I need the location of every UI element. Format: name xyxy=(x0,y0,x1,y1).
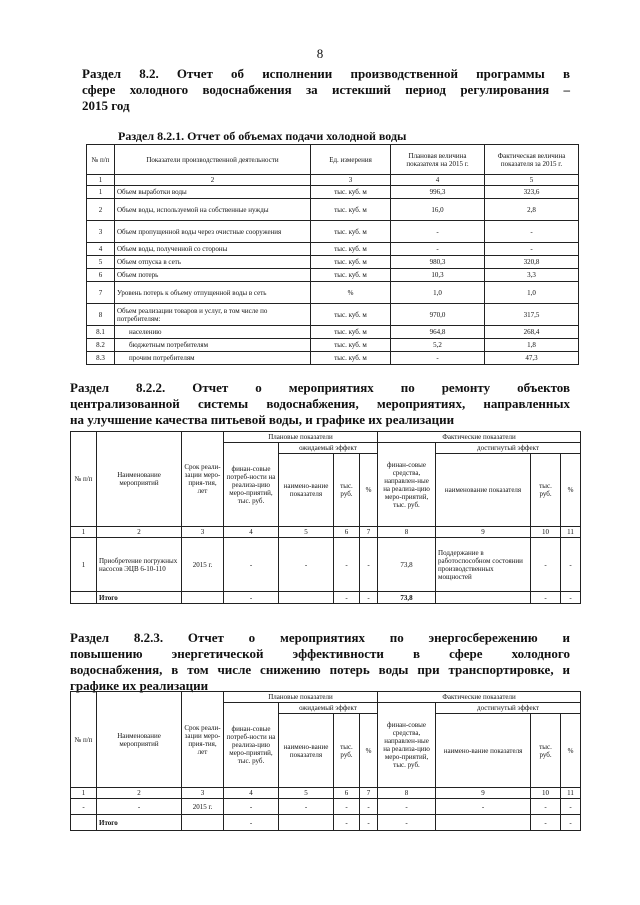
header-fin-plan: финан-совые потреб-ности на реализа-цию меро-приятий, тыс. руб. xyxy=(224,703,279,788)
empty-cell xyxy=(279,592,334,604)
header-expected-effect: ожидаемый эффект xyxy=(279,443,378,454)
total-fin-plan: - xyxy=(224,815,279,831)
col-number: 10 xyxy=(531,527,561,538)
header-measure-name: Наименование мероприятий xyxy=(97,432,182,527)
repair-measures-table xyxy=(70,431,581,604)
row-plan: 1,0 xyxy=(391,282,485,304)
row-num: 8.2 xyxy=(87,339,115,352)
col-number: 5 xyxy=(485,175,579,186)
row-num: 7 xyxy=(87,282,115,304)
row-plan: 964,8 xyxy=(391,326,485,339)
total-ths-plan: - xyxy=(334,815,360,831)
header-thousand-rub: тыс. руб. xyxy=(531,454,561,527)
table-row xyxy=(87,326,579,339)
table-row xyxy=(87,304,579,326)
row-name: Объем реализации товаров и услуг, в том числе по потребителям: xyxy=(115,304,311,326)
total-pct-plan: - xyxy=(360,592,378,604)
col-number: 3 xyxy=(311,175,391,186)
header-percent: % xyxy=(561,714,581,788)
empty-cell xyxy=(182,592,224,604)
col-number: 1 xyxy=(71,788,97,799)
row-num: 8.3 xyxy=(87,352,115,365)
header-plan-indicators: Плановые показатели xyxy=(224,692,378,703)
header-num: № п/п xyxy=(71,692,97,788)
total-row xyxy=(71,815,581,831)
header-thousand-rub: тыс. руб. xyxy=(531,714,561,788)
header-fin-fact: финан-совые средства, направлен-ные на реализа-цию меро-приятий, тыс. руб. xyxy=(378,703,436,788)
header-plan: Плановая величина показателя на 2015 г. xyxy=(391,145,485,175)
row-pct-plan: - xyxy=(360,538,378,592)
empty-cell xyxy=(436,815,531,831)
row-pct-fact: - xyxy=(561,538,581,592)
table-row xyxy=(87,256,579,269)
table-row xyxy=(87,221,579,243)
empty-cell xyxy=(279,815,334,831)
row-unit: тыс. куб. м xyxy=(311,304,391,326)
row-indicator-fact: - xyxy=(436,799,531,815)
row-name: Объем отпуска в сеть xyxy=(115,256,311,269)
header-indicator-name: наимено-вание показателя xyxy=(279,454,334,527)
col-number: 6 xyxy=(334,527,360,538)
row-indicator-plan: - xyxy=(279,799,334,815)
row-ths-plan: - xyxy=(334,799,360,815)
section-8-2-title-line-2: сфере холодного водоснабжения за истекший период регулирования – xyxy=(82,82,570,97)
row-fact: - xyxy=(485,243,579,256)
table-row xyxy=(87,199,579,221)
row-num: 8 xyxy=(87,304,115,326)
col-number: 7 xyxy=(360,788,378,799)
header-num: № п/п xyxy=(71,432,97,527)
header-plan-indicators: Плановые показатели xyxy=(224,432,378,443)
row-fact: 320,8 xyxy=(485,256,579,269)
row-plan: - xyxy=(391,352,485,365)
row-name: бюджетным потребителям xyxy=(115,339,311,352)
row-measure-name: - xyxy=(97,799,182,815)
table-row xyxy=(87,186,579,199)
row-fact: - xyxy=(485,221,579,243)
header-percent: % xyxy=(360,714,378,788)
col-number: 11 xyxy=(561,788,581,799)
row-name: Уровень потерь к объему отпущенной воды в сеть xyxy=(115,282,311,304)
total-fin-fact: - xyxy=(378,815,436,831)
col-number: 3 xyxy=(182,527,224,538)
empty-cell xyxy=(182,815,224,831)
col-number: 2 xyxy=(97,788,182,799)
total-pct-fact: - xyxy=(561,815,581,831)
header-expected-effect: ожидаемый эффект xyxy=(279,703,378,714)
row-fin-plan: - xyxy=(224,538,279,592)
col-number: 1 xyxy=(71,527,97,538)
water-supply-volume-table xyxy=(86,144,579,365)
row-pct-fact: - xyxy=(561,799,581,815)
header-percent: % xyxy=(360,454,378,527)
row-measure-name: Приобретение погружных насосов ЭЦВ 6-10-110 xyxy=(97,538,182,592)
section-8-2-title xyxy=(82,66,570,114)
row-num: 3 xyxy=(87,221,115,243)
header-fact-indicators: Фактические показатели xyxy=(378,692,581,703)
table-row xyxy=(71,799,581,815)
section-8-2-title-line-1: Раздел 8.2. Отчет об исполнении производственной программы в xyxy=(82,66,570,81)
table-row xyxy=(87,243,579,256)
row-plan: 16,0 xyxy=(391,199,485,221)
row-unit: тыс. куб. м xyxy=(311,186,391,199)
total-ths-fact: - xyxy=(531,815,561,831)
row-ths-plan: - xyxy=(334,538,360,592)
section-8-2-2-title-line-2: централизованной системы водоснабжения, мероприятиях, направленных xyxy=(70,396,570,411)
header-achieved-effect: достигнутый эффект xyxy=(436,443,581,454)
total-pct-plan: - xyxy=(360,815,378,831)
total-ths-plan: - xyxy=(334,592,360,604)
col-number: 8 xyxy=(378,527,436,538)
col-number: 5 xyxy=(279,788,334,799)
header-thousand-rub: тыс. руб. xyxy=(334,454,360,527)
section-8-2-1-title: Раздел 8.2.1. Отчет об объемах подачи холодной воды xyxy=(118,129,407,143)
row-num: 4 xyxy=(87,243,115,256)
row-name: прочим потребителям xyxy=(115,352,311,365)
col-number: 9 xyxy=(436,527,531,538)
row-unit: тыс. куб. м xyxy=(311,352,391,365)
row-num: 1 xyxy=(87,186,115,199)
header-achieved-effect: достигнутый эффект xyxy=(436,703,581,714)
section-8-2-3-title-line-3: водоснабжения, в том числе снижению потерь воды при транспортировке, и xyxy=(70,662,570,677)
row-fact: 1,8 xyxy=(485,339,579,352)
row-plan: 970,0 xyxy=(391,304,485,326)
total-label: Итого xyxy=(97,592,182,604)
table-row xyxy=(87,339,579,352)
section-8-2-3-title xyxy=(70,630,570,694)
col-number: 2 xyxy=(97,527,182,538)
row-fact: 3,3 xyxy=(485,269,579,282)
section-8-2-2-title-line-1: Раздел 8.2.2. Отчет о мероприятиях по ремонту объектов xyxy=(70,380,570,395)
section-8-2-title-line-3: 2015 год xyxy=(82,98,130,113)
row-fact: 268,4 xyxy=(485,326,579,339)
header-indicator-name: наименование показателя xyxy=(436,454,531,527)
row-unit: тыс. куб. м xyxy=(311,199,391,221)
empty-cell xyxy=(71,592,97,604)
row-num: 6 xyxy=(87,269,115,282)
energy-saving-measures-table xyxy=(70,691,581,831)
header-thousand-rub: тыс. руб. xyxy=(334,714,360,788)
header-measure-name: Наименование мероприятий xyxy=(97,692,182,788)
row-num: 8.1 xyxy=(87,326,115,339)
col-number: 10 xyxy=(531,788,561,799)
table-row xyxy=(87,269,579,282)
col-number: 7 xyxy=(360,527,378,538)
row-pct-plan: - xyxy=(360,799,378,815)
header-unit: Ед. измерения xyxy=(311,145,391,175)
total-ths-fact: - xyxy=(531,592,561,604)
row-fin-fact: - xyxy=(378,799,436,815)
row-fact: 317,5 xyxy=(485,304,579,326)
row-plan: - xyxy=(391,243,485,256)
section-8-2-2-title xyxy=(70,380,570,428)
table-row xyxy=(87,352,579,365)
row-fin-plan: - xyxy=(224,799,279,815)
row-unit: тыс. куб. м xyxy=(311,221,391,243)
row-name: Объем воды, полученной со стороны xyxy=(115,243,311,256)
header-fin-plan: финан-совые потреб-ности на реализа-цию меро-приятий, тыс. руб. xyxy=(224,443,279,527)
row-num: 2 xyxy=(87,199,115,221)
row-name: Объем выработки воды xyxy=(115,186,311,199)
row-plan: - xyxy=(391,221,485,243)
row-unit: тыс. куб. м xyxy=(311,256,391,269)
total-label: Итого xyxy=(97,815,182,831)
header-term: Срок реали-зации меро-прия-тия, лет xyxy=(182,692,224,788)
section-8-2-3-title-line-1: Раздел 8.2.3. Отчет о мероприятиях по энергосбережению и xyxy=(70,630,570,645)
row-fact: 323,6 xyxy=(485,186,579,199)
table-row xyxy=(71,538,581,592)
row-indicator-fact: Поддержание в работоспособном состоянии производственных мощностей xyxy=(436,538,531,592)
row-ths-fact: - xyxy=(531,538,561,592)
header-indicator-name: наимено-вание показателя xyxy=(279,714,334,788)
col-number: 4 xyxy=(391,175,485,186)
row-indicator-plan: - xyxy=(279,538,334,592)
total-pct-fact: - xyxy=(561,592,581,604)
row-plan: 10,3 xyxy=(391,269,485,282)
row-name: Объем воды, используемой на собственные нужды xyxy=(115,199,311,221)
header-fact: Фактическая величина показателя за 2015 г. xyxy=(485,145,579,175)
row-fact: 47,3 xyxy=(485,352,579,365)
row-unit: тыс. куб. м xyxy=(311,326,391,339)
row-num: 5 xyxy=(87,256,115,269)
empty-cell xyxy=(436,592,531,604)
section-8-2-2-title-line-3: на улучшение качества питьевой воды, и графике их реализации xyxy=(70,412,455,427)
empty-cell xyxy=(71,815,97,831)
row-plan: 5,2 xyxy=(391,339,485,352)
col-number: 9 xyxy=(436,788,531,799)
row-plan: 980,3 xyxy=(391,256,485,269)
col-number: 5 xyxy=(279,527,334,538)
row-num: - xyxy=(71,799,97,815)
row-ths-fact: - xyxy=(531,799,561,815)
section-8-2-3-title-line-2: повышению энергетической эффективности в сфере холодного xyxy=(70,646,570,661)
row-name: населению xyxy=(115,326,311,339)
row-unit: тыс. куб. м xyxy=(311,269,391,282)
header-percent: % xyxy=(561,454,581,527)
total-fin-fact: 73,8 xyxy=(378,592,436,604)
header-indicator-name: наимено-вание показателя xyxy=(436,714,531,788)
row-term: 2015 г. xyxy=(182,799,224,815)
row-unit: тыс. куб. м xyxy=(311,339,391,352)
header-term: Срок реали-зации меро-прия-тия, лет xyxy=(182,432,224,527)
row-unit: тыс. куб. м xyxy=(311,243,391,256)
section-8-2-3-title-line-4: графике их реализации xyxy=(70,678,209,693)
row-name: Объем пропущенной воды через очистные сооружения xyxy=(115,221,311,243)
header-fact-indicators: Фактические показатели xyxy=(378,432,581,443)
col-number: 6 xyxy=(334,788,360,799)
row-unit: % xyxy=(311,282,391,304)
row-term: 2015 г. xyxy=(182,538,224,592)
total-fin-plan: - xyxy=(224,592,279,604)
col-number: 3 xyxy=(182,788,224,799)
row-fin-fact: 73,8 xyxy=(378,538,436,592)
row-plan: 996,3 xyxy=(391,186,485,199)
col-number: 1 xyxy=(87,175,115,186)
col-number: 4 xyxy=(224,527,279,538)
header-fin-fact: финан-совые средства, направлен-ные на реализа-цию меро-приятий, тыс. руб. xyxy=(378,443,436,527)
row-num: 1 xyxy=(71,538,97,592)
page-number: 8 xyxy=(316,46,324,61)
row-fact: 2,8 xyxy=(485,199,579,221)
row-name: Объем потерь xyxy=(115,269,311,282)
table-row xyxy=(87,282,579,304)
col-number: 11 xyxy=(561,527,581,538)
col-number: 8 xyxy=(378,788,436,799)
col-number: 2 xyxy=(115,175,311,186)
row-fact: 1,0 xyxy=(485,282,579,304)
header-num: № п/п xyxy=(87,145,115,175)
header-indicator: Показатели производственной деятельности xyxy=(115,145,311,175)
total-row xyxy=(71,592,581,604)
col-number: 4 xyxy=(224,788,279,799)
